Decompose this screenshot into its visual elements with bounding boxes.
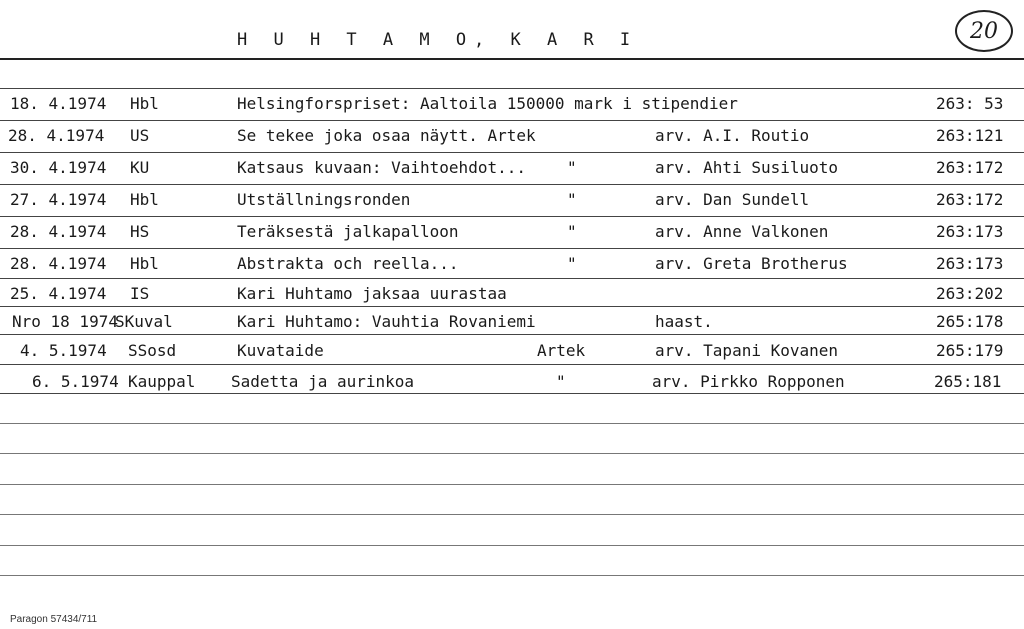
- header-rule: [0, 58, 1024, 60]
- entry-date: 27. 4.1974: [10, 190, 107, 209]
- entry-title: Teräksestä jalkapalloon: [237, 222, 459, 241]
- entry-source: SKuval: [115, 312, 173, 331]
- entry-ref: 263:173: [936, 222, 1004, 241]
- header-rule-secondary: [0, 88, 1024, 89]
- entry-date: 28. 4.1974: [10, 254, 107, 273]
- row-rule: [0, 216, 1024, 217]
- entry-source: HS: [130, 222, 150, 241]
- entry-venue: ": [567, 222, 577, 241]
- entry-ref: 263:173: [936, 254, 1004, 273]
- entry-venue: ": [556, 372, 566, 391]
- entry-source: Hbl: [130, 190, 159, 209]
- entry-title: Helsingforspriset: Aaltoila 150000 mark i stipendier: [237, 94, 738, 113]
- entry-source: IS: [130, 284, 150, 303]
- card-title: H U H T A M O, K A R I: [237, 30, 639, 50]
- blank-rule: [0, 423, 1024, 424]
- entry-ref: 263: 53: [936, 94, 1004, 113]
- entry-title: Abstrakta och reella...: [237, 254, 459, 273]
- row-rule: [0, 306, 1024, 307]
- entry-title: Kari Huhtamo jaksaa uurastaa: [237, 284, 507, 303]
- entry-title: Se tekee joka osaa näytt. Artek: [237, 126, 536, 145]
- entry-date: 25. 4.1974: [10, 284, 107, 303]
- entry-source: Hbl: [130, 254, 159, 273]
- entry-author: arv. Pirkko Ropponen: [652, 372, 845, 391]
- row-rule: [0, 393, 1024, 394]
- entry-source: Kauppal: [128, 372, 196, 391]
- entry-ref: 263:121: [936, 126, 1004, 145]
- entry-title: Kari Huhtamo: Vauhtia Rovaniemi: [237, 312, 536, 331]
- entry-author: arv. Tapani Kovanen: [655, 341, 839, 360]
- entry-author: arv. A.I. Routio: [655, 126, 810, 145]
- entry-source: SSosd: [128, 341, 177, 360]
- entry-date: Nro 18 1974: [12, 312, 118, 331]
- entry-venue: Artek: [537, 341, 586, 360]
- blank-rule: [0, 453, 1024, 454]
- entry-author: arv. Ahti Susiluoto: [655, 158, 839, 177]
- entry-date: 6. 5.1974: [32, 372, 119, 391]
- entry-ref: 263:172: [936, 190, 1004, 209]
- entry-ref: 265:181: [934, 372, 1002, 391]
- entry-date: 4. 5.1974: [20, 341, 107, 360]
- entry-ref: 263:202: [936, 284, 1004, 303]
- blank-rule: [0, 545, 1024, 546]
- row-rule: [0, 248, 1024, 249]
- entry-author: haast.: [655, 312, 713, 331]
- row-rule: [0, 364, 1024, 365]
- blank-rule: [0, 575, 1024, 576]
- row-rule: [0, 120, 1024, 121]
- blank-rule: [0, 484, 1024, 485]
- entry-ref: 263:172: [936, 158, 1004, 177]
- entry-source: KU: [130, 158, 150, 177]
- entry-date: 28. 4.1974: [8, 126, 105, 145]
- row-rule: [0, 152, 1024, 153]
- row-rule: [0, 334, 1024, 335]
- entry-source: Hbl: [130, 94, 159, 113]
- entry-title: Sadetta ja aurinkoa: [231, 372, 415, 391]
- entry-venue: ": [567, 190, 577, 209]
- row-rule: [0, 278, 1024, 279]
- entry-title: Katsaus kuvaan: Vaihtoehdot...: [237, 158, 526, 177]
- printer-imprint: Paragon 57434/711: [10, 614, 98, 625]
- entry-author: arv. Greta Brotherus: [655, 254, 848, 273]
- entry-title: Kuvataide: [237, 341, 324, 360]
- entry-source: US: [130, 126, 150, 145]
- entry-date: 18. 4.1974: [10, 94, 107, 113]
- entry-date: 30. 4.1974: [10, 158, 107, 177]
- entry-title: Utställningsronden: [237, 190, 411, 209]
- entry-venue: ": [567, 158, 577, 177]
- entry-author: arv. Dan Sundell: [655, 190, 810, 209]
- entry-ref: 265:178: [936, 312, 1004, 331]
- page-number-circle: 20: [955, 10, 1013, 52]
- row-rule: [0, 184, 1024, 185]
- entry-date: 28. 4.1974: [10, 222, 107, 241]
- blank-rule: [0, 514, 1024, 515]
- entry-ref: 265:179: [936, 341, 1004, 360]
- entry-venue: ": [567, 254, 577, 273]
- entry-author: arv. Anne Valkonen: [655, 222, 829, 241]
